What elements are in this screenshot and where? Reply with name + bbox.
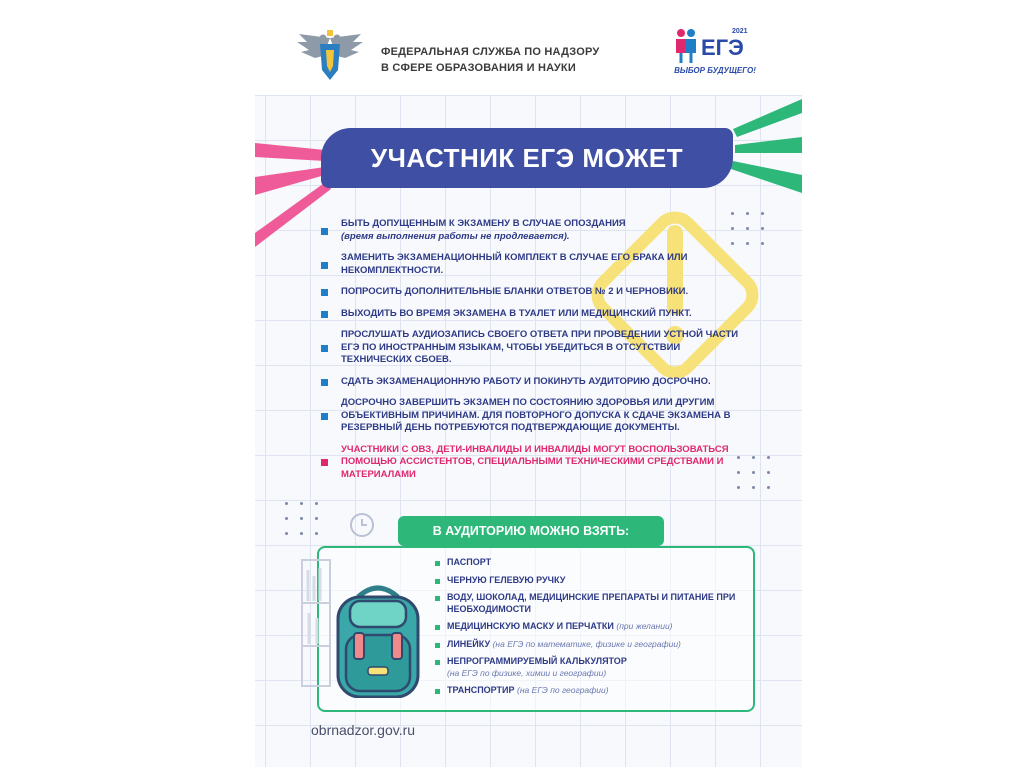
list-item: ПОПРОСИТЬ ДОПОЛНИТЕЛЬНЫЕ БЛАНКИ ОТВЕТОВ № 2 И ЧЕРНОВИКИ. bbox=[319, 286, 749, 299]
rights-list bbox=[319, 218, 749, 490]
list-item: ЗАМЕНИТЬ ЭКЗАМЕНАЦИОННЫЙ КОМПЛЕКТ В СЛУЧАЕ ЕГО БРАКА ИЛИ НЕКОМПЛЕКТНОСТИ. bbox=[319, 252, 749, 277]
allowed-items-list bbox=[433, 557, 753, 703]
list-item: ВЫХОДИТЬ ВО ВРЕМЯ ЭКЗАМЕНА В ТУАЛЕТ ИЛИ МЕДИЦИНСКИЙ ПУНКТ. bbox=[319, 308, 749, 321]
list-item: ПРОСЛУШАТЬ АУДИОЗАПИСЬ СВОЕГО ОТВЕТА ПРИ ПРОВЕДЕНИИ УСТНОЙ ЧАСТИ ЕГЭ ПО ИНОСТРАННЫМ ЯЗЫКАМ, ЧТОБЫ УБЕДИТЬСЯ В ОТСУТСТВИИ ТЕХНИЧЕСКИХ СБОЕВ. bbox=[319, 329, 749, 367]
list-item: ЛИНЕЙКУ (на ЕГЭ по математике, физике и географии) bbox=[433, 639, 753, 651]
list-item: БЫТЬ ДОПУЩЕННЫМ К ЭКЗАМЕНУ В СЛУЧАЕ ОПОЗДАНИЯ (время выполнения работы не продлевается). bbox=[319, 218, 749, 243]
list-item: ВОДУ, ШОКОЛАД, МЕДИЦИНСКИЕ ПРЕПАРАТЫ И ПИТАНИЕ ПРИ НЕОБХОДИМОСТИ bbox=[433, 592, 753, 615]
list-item: ПАСПОРТ bbox=[433, 557, 753, 569]
list-item: МЕДИЦИНСКУЮ МАСКУ И ПЕРЧАТКИ (при желании) bbox=[433, 621, 753, 633]
poster bbox=[255, 0, 802, 767]
decorative-dots-right bbox=[737, 456, 777, 496]
ege-logo-text: ЕГЭ bbox=[701, 35, 744, 60]
page-title-banner: УЧАСТНИК ЕГЭ МОЖЕТ bbox=[321, 128, 733, 188]
ege-year: 2021 bbox=[732, 28, 748, 35]
decorative-dots-left bbox=[285, 502, 325, 542]
list-item-accessibility: УЧАСТНИКИ С ОВЗ, ДЕТИ-ИНВАЛИДЫ И ИНВАЛИДЫ МОГУТ ВОСПОЛЬЗОВАТЬСЯ ПОМОЩЬЮ АССИСТЕНТОВ, СПЕЦИАЛЬНЫМИ ТЕХНИЧЕСКИМИ СРЕДСТВАМИ И МАТЕРИАЛАМИ bbox=[319, 444, 749, 482]
list-item: ТРАНСПОРТИР (на ЕГЭ по географии) bbox=[433, 685, 753, 697]
decorative-dots-top bbox=[731, 212, 771, 252]
list-item: НЕПРОГРАММИРУЕМЫЙ КАЛЬКУЛЯТОР (на ЕГЭ по физике, химии и географии) bbox=[433, 656, 753, 679]
website-url[interactable]: obrnadzor.gov.ru bbox=[311, 722, 416, 738]
backpack-icon bbox=[328, 583, 428, 698]
clock-icon bbox=[348, 511, 376, 539]
double-headed-eagle-emblem-icon bbox=[293, 28, 367, 82]
ege-slogan: ВЫБОР БУДУЩЕГО! bbox=[674, 66, 756, 75]
header bbox=[255, 0, 802, 95]
agency-name: ФЕДЕРАЛЬНАЯ СЛУЖБА ПО НАДЗОРУ В СФЕРЕ ОБРАЗОВАНИЯ И НАУКИ bbox=[381, 46, 600, 74]
list-item: СДАТЬ ЭКЗАМЕНАЦИОННУЮ РАБОТУ И ПОКИНУТЬ АУДИТОРИЮ ДОСРОЧНО. bbox=[319, 376, 749, 389]
list-item: ЧЕРНУЮ ГЕЛЕВУЮ РУЧКУ bbox=[433, 575, 753, 587]
allowed-items-title: В АУДИТОРИЮ МОЖНО ВЗЯТЬ: bbox=[398, 516, 664, 546]
list-item: ДОСРОЧНО ЗАВЕРШИТЬ ЭКЗАМЕН ПО СОСТОЯНИЮ ЗДОРОВЬЯ ИЛИ ДРУГИМ ОБЪЕКТИВНЫМ ПРИЧИНАМ. ДЛЯ ПОВТОРНОГО ДОПУСКА К СДАЧЕ ЭКЗАМЕНА В РЕЗЕРВНЫЙ ДЕНЬ ПОТРЕБУЮТСЯ ПОДТВЕРЖДАЮЩИЕ ДОКУМЕНТЫ. bbox=[319, 397, 749, 435]
